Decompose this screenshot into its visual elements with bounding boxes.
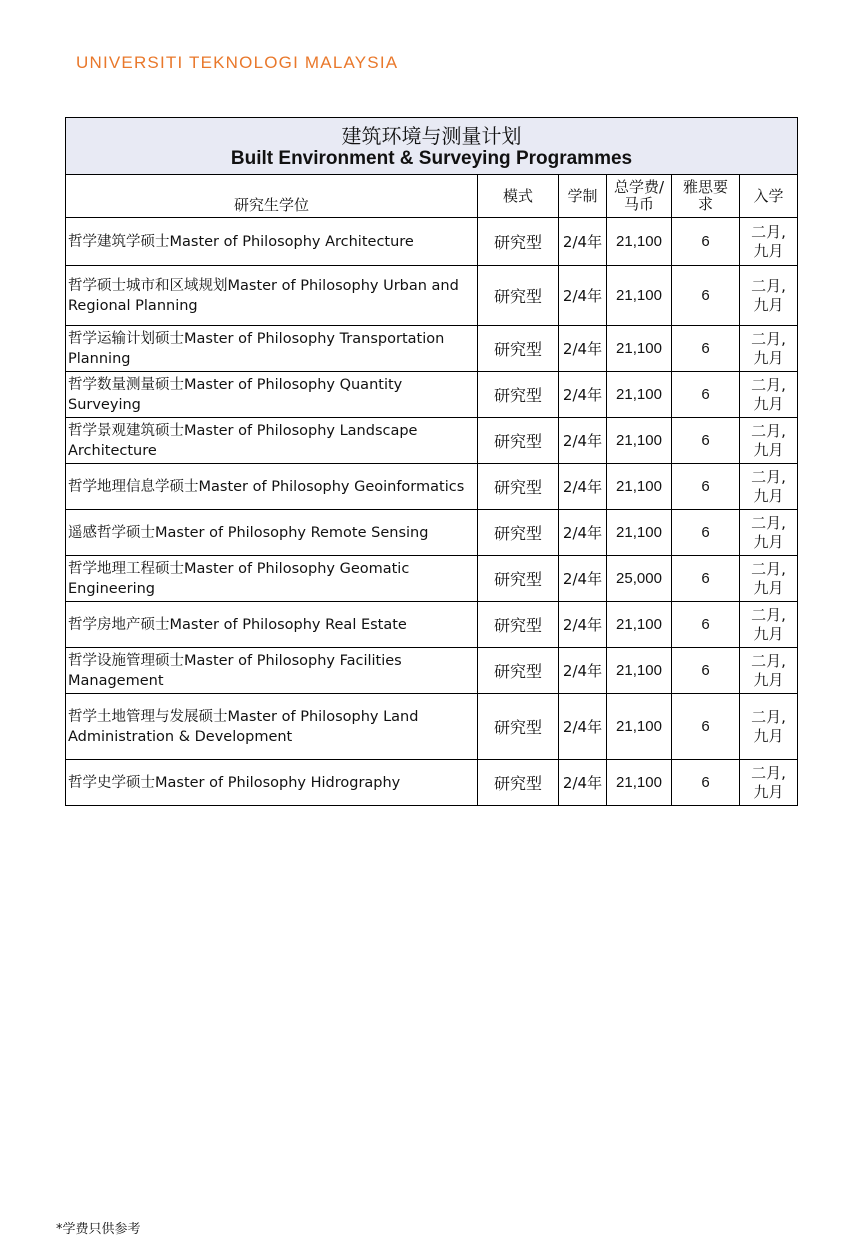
program-name: 哲学土地管理与发展硕士Master of Philosophy Land Administration & Development	[66, 694, 478, 760]
table-row	[66, 760, 798, 806]
program-intake-line2: 九月	[753, 782, 784, 801]
footnote: *学费只供参考	[56, 1222, 141, 1237]
program-duration: 2/4年	[559, 556, 607, 602]
program-intake	[740, 326, 798, 372]
program-name: 哲学房地产硕士Master of Philosophy Real Estate	[66, 602, 478, 648]
program-intake-line2: 九月	[753, 726, 784, 745]
column-header-fee-line1: 总学费/	[613, 178, 665, 196]
program-intake-line1: 二月,	[751, 707, 786, 726]
column-header-fee	[607, 175, 672, 218]
table-row	[66, 266, 798, 326]
program-duration: 2/4年	[559, 218, 607, 266]
program-name: 遥感哲学硕士Master of Philosophy Remote Sensing	[66, 510, 478, 556]
program-duration: 2/4年	[559, 326, 607, 372]
program-mode: 研究型	[478, 648, 559, 694]
program-intake-line1: 二月,	[751, 276, 786, 295]
program-fee: 21,100	[607, 694, 672, 760]
program-name: 哲学景观建筑硕士Master of Philosophy Landscape Architecture	[66, 418, 478, 464]
program-name: 哲学史学硕士Master of Philosophy Hidrography	[66, 760, 478, 806]
program-fee: 21,100	[607, 218, 672, 266]
program-ielts: 6	[672, 266, 740, 326]
table-row	[66, 372, 798, 418]
table-row	[66, 218, 798, 266]
program-intake	[740, 372, 798, 418]
program-fee: 21,100	[607, 648, 672, 694]
table-row	[66, 648, 798, 694]
column-header-mode: 模式	[478, 175, 559, 218]
program-ielts: 6	[672, 418, 740, 464]
program-duration: 2/4年	[559, 648, 607, 694]
table-row	[66, 694, 798, 760]
program-intake	[740, 218, 798, 266]
column-header-fee-line2: 马币	[623, 195, 654, 213]
program-mode: 研究型	[478, 760, 559, 806]
program-fee: 21,100	[607, 464, 672, 510]
programmes-table	[65, 117, 798, 806]
program-intake-line1: 二月,	[751, 559, 786, 578]
program-ielts: 6	[672, 464, 740, 510]
program-intake	[740, 266, 798, 326]
program-fee: 25,000	[607, 556, 672, 602]
program-duration: 2/4年	[559, 418, 607, 464]
program-mode: 研究型	[478, 326, 559, 372]
program-fee: 21,100	[607, 510, 672, 556]
program-intake-line1: 二月,	[751, 651, 786, 670]
program-intake	[740, 760, 798, 806]
program-fee: 21,100	[607, 760, 672, 806]
program-intake-line1: 二月,	[751, 375, 786, 394]
program-duration: 2/4年	[559, 372, 607, 418]
university-name: UNIVERSITI TEKNOLOGI MALAYSIA	[76, 53, 399, 72]
program-intake-line1: 二月,	[751, 329, 786, 348]
program-name: 哲学数量测量硕士Master of Philosophy Quantity Surveying	[66, 372, 478, 418]
program-intake	[740, 602, 798, 648]
program-mode: 研究型	[478, 266, 559, 326]
column-header-row	[66, 175, 798, 218]
program-ielts: 6	[672, 372, 740, 418]
program-intake-line2: 九月	[753, 241, 784, 260]
column-header-degree: 研究生学位	[66, 175, 478, 218]
program-intake	[740, 556, 798, 602]
program-name: 哲学设施管理硕士Master of Philosophy Facilities Management	[66, 648, 478, 694]
column-header-intake: 入学	[740, 175, 798, 218]
program-mode: 研究型	[478, 418, 559, 464]
program-intake-line1: 二月,	[751, 513, 786, 532]
program-duration: 2/4年	[559, 510, 607, 556]
program-intake-line2: 九月	[753, 486, 784, 505]
column-header-ielts-line1: 雅思要	[682, 178, 728, 196]
program-intake-line2: 九月	[753, 532, 784, 551]
table-row	[66, 556, 798, 602]
program-intake	[740, 510, 798, 556]
table-row	[66, 464, 798, 510]
program-ielts: 6	[672, 218, 740, 266]
program-duration: 2/4年	[559, 760, 607, 806]
program-ielts: 6	[672, 602, 740, 648]
program-mode: 研究型	[478, 556, 559, 602]
program-duration: 2/4年	[559, 602, 607, 648]
program-intake-line2: 九月	[753, 624, 784, 643]
program-intake-line2: 九月	[753, 670, 784, 689]
table-row	[66, 418, 798, 464]
program-fee: 21,100	[607, 372, 672, 418]
program-intake-line1: 二月,	[751, 222, 786, 241]
program-fee: 21,100	[607, 418, 672, 464]
program-ielts: 6	[672, 694, 740, 760]
program-mode: 研究型	[478, 218, 559, 266]
program-intake-line2: 九月	[753, 295, 784, 314]
program-duration: 2/4年	[559, 464, 607, 510]
program-fee: 21,100	[607, 602, 672, 648]
table-row	[66, 510, 798, 556]
program-name: 哲学硕士城市和区域规划Master of Philosophy Urban and Regional Planning	[66, 266, 478, 326]
column-header-ielts	[672, 175, 740, 218]
program-intake-line2: 九月	[753, 394, 784, 413]
program-intake-line1: 二月,	[751, 763, 786, 782]
program-ielts: 6	[672, 510, 740, 556]
table-title-zh: 建筑环境与测量计划	[341, 124, 522, 148]
program-intake-line1: 二月,	[751, 605, 786, 624]
program-duration: 2/4年	[559, 694, 607, 760]
program-fee: 21,100	[607, 266, 672, 326]
column-header-ielts-line2: 求	[697, 195, 713, 213]
table-title-en: Built Environment & Surveying Programmes	[230, 148, 633, 169]
program-name: 哲学地理工程硕士Master of Philosophy Geomatic Engineering	[66, 556, 478, 602]
program-intake	[740, 694, 798, 760]
program-intake-line2: 九月	[753, 348, 784, 367]
program-mode: 研究型	[478, 602, 559, 648]
table-row	[66, 602, 798, 648]
program-intake-line2: 九月	[753, 440, 784, 459]
program-name: 哲学建筑学硕士Master of Philosophy Architecture	[66, 218, 478, 266]
program-mode: 研究型	[478, 510, 559, 556]
program-intake	[740, 648, 798, 694]
program-name: 哲学运输计划硕士Master of Philosophy Transportation Planning	[66, 326, 478, 372]
program-fee: 21,100	[607, 326, 672, 372]
program-intake	[740, 418, 798, 464]
program-ielts: 6	[672, 760, 740, 806]
table-row	[66, 326, 798, 372]
program-duration: 2/4年	[559, 266, 607, 326]
program-mode: 研究型	[478, 372, 559, 418]
program-intake-line1: 二月,	[751, 421, 786, 440]
column-header-duration: 学制	[559, 175, 607, 218]
program-intake	[740, 464, 798, 510]
program-ielts: 6	[672, 648, 740, 694]
table-title	[66, 118, 798, 175]
program-ielts: 6	[672, 556, 740, 602]
program-name: 哲学地理信息学硕士Master of Philosophy Geoinformatics	[66, 464, 478, 510]
program-intake-line2: 九月	[753, 578, 784, 597]
program-mode: 研究型	[478, 464, 559, 510]
program-ielts: 6	[672, 326, 740, 372]
program-intake-line1: 二月,	[751, 467, 786, 486]
program-mode: 研究型	[478, 694, 559, 760]
